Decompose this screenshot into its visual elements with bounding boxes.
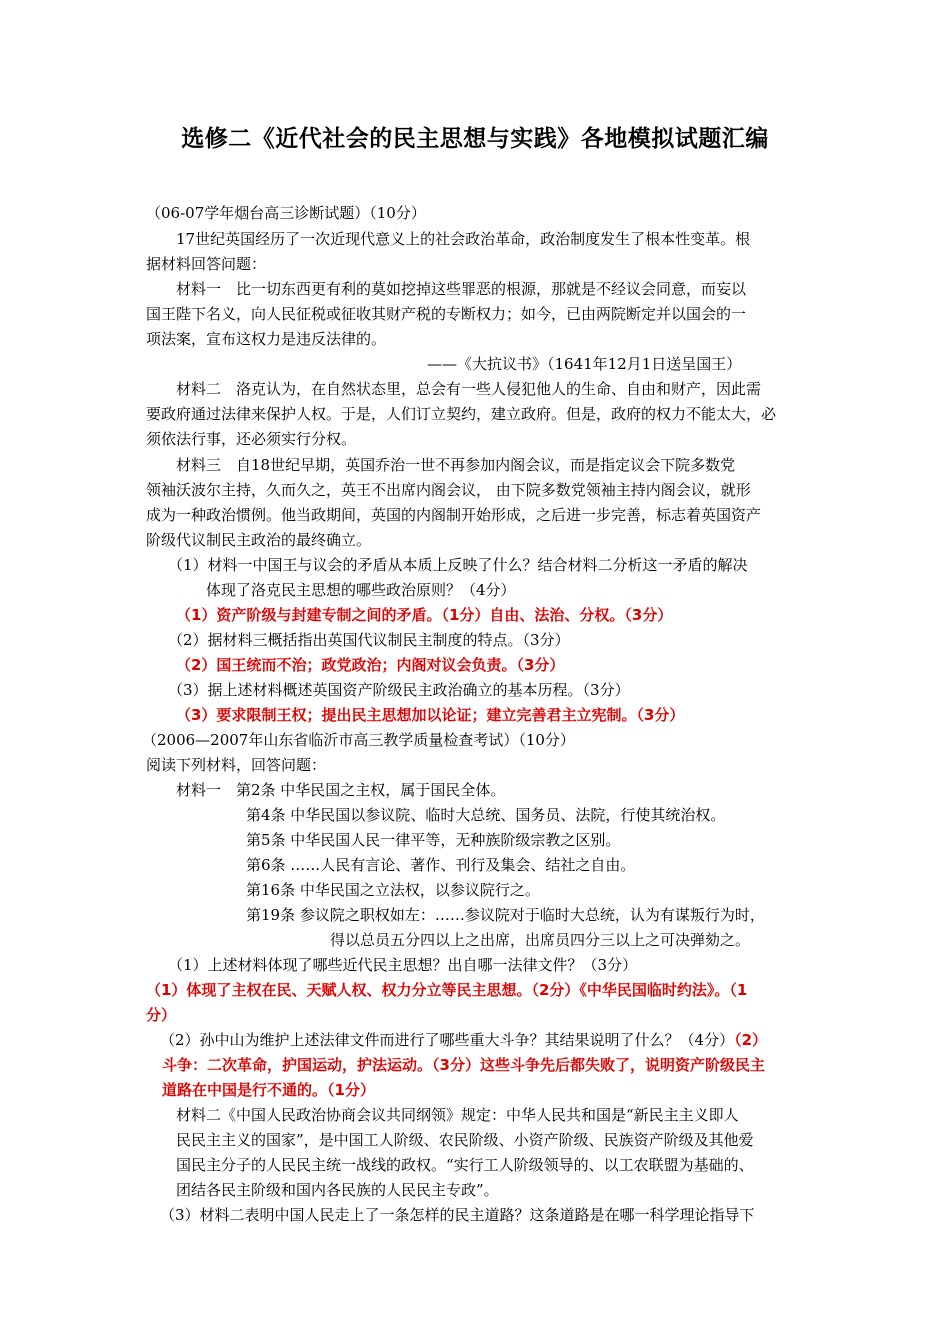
material2-line: 须依法行事，还必须实行分权。 xyxy=(146,430,357,448)
material1-line: 国王陛下名义，向人民征税或征收其财产税的专断权力；如今，已由两院断定并以国会的一 xyxy=(146,305,747,323)
article-line: 第2条 中华民国之主权，属于国民全体。 xyxy=(236,781,506,799)
answer-3: （3）要求限制王权；提出民主思想加以论证；建立完善君主立宪制。（3分） xyxy=(176,706,685,724)
material2-line: 材料二 洛克认为，在自然状态里，总会有一些人侵犯他人的生命、自由和财产，因此需 xyxy=(176,380,762,398)
article-line-cont: 得以总员五分四以上之出席，出席员四分三以上之可决弹劾之。 xyxy=(330,931,751,949)
question-1: （1）材料一中国王与议会的矛盾从本质上反映了什么？结合材料二分析这一矛盾的解决 xyxy=(168,556,748,574)
answer-2-label: （2） xyxy=(734,1031,768,1049)
answer-1: （1）体现了主权在民、天赋人权、权力分立等民主思想。（2分）《中华民国临时约法》。（1 xyxy=(146,981,748,999)
article-line: 第19条 参议院之职权如左：……参议院对于临时大总统，认为有谋叛行为时， xyxy=(246,906,765,924)
material2-line: 团结各民主阶级和国内各民族的人民民主专政”。 xyxy=(176,1181,499,1199)
material2-line: 材料二《中国人民政治协商会议共同纲领》规定：中华人民共和国是“新民主主义即人 xyxy=(176,1106,739,1124)
section1-header: （06-07学年烟台高三诊断试题）（10分） xyxy=(146,204,426,222)
answer-1: （1）资产阶级与封建专制之间的矛盾。（1分）自由、法治、分权。（3分） xyxy=(176,606,673,624)
material1-label: 材料一 xyxy=(176,781,222,799)
material3-line: 材料三 自18世纪早期，英国乔治一世不再参加内阁会议，而是指定议会下院多数党 xyxy=(176,456,736,474)
material1-line: 项法案，宣布这权力是违反法律的。 xyxy=(146,330,387,348)
material3-line: 阶级代议制民主政治的最终确立。 xyxy=(146,531,372,549)
question-3: （3）材料二表明中国人民走上了一条怎样的民主道路？这条道路是在哪一科学理论指导下 xyxy=(160,1206,755,1224)
article-line: 第5条 中华民国人民一律平等，无种族阶级宗教之区别。 xyxy=(246,831,621,849)
material2-line: 民民主主义的国家”，是中国工人阶级、农民阶级、小资产阶级、民族资产阶级及其他爱 xyxy=(176,1131,754,1149)
material2-line: 国民主分子的人民民主统一战线的政权。“实行工人阶级领导的、以工农联盟为基础的、 xyxy=(176,1156,754,1174)
question-2: （2）据材料三概括指出英国代议制民主制度的特点。（3分） xyxy=(168,631,570,649)
material1-source: ——《大抗议书》（1641年12月1日送呈国王） xyxy=(427,355,742,373)
question-2-text: （2）孙中山为维护上述法律文件而进行了哪些重大斗争？其结果说明了什么？（4分） xyxy=(160,1031,735,1049)
question-3: （3）据上述材料概述英国资产阶级民主政治确立的基本历程。（3分） xyxy=(168,681,630,699)
article-line: 第6条 ……人民有言论、著作、刊行及集会、结社之自由。 xyxy=(246,856,636,874)
section2-intro: 阅读下列材料，回答问题： xyxy=(146,756,327,774)
article-line: 第4条 中华民国以参议院、临时大总统、国务员、法院，行使其统治权。 xyxy=(246,806,726,824)
section1-intro-line: 据材料回答问题： xyxy=(146,255,267,273)
section1-intro-line: 17世纪英国经历了一次近现代意义上的社会政治革命，政治制度发生了根本性变革。根 xyxy=(176,230,751,248)
material1-line: 材料一 比一切东西更有利的莫如挖掉这些罪恶的根源，那就是不经议会同意，而妄以 xyxy=(176,280,747,298)
question-1: （1）上述材料体现了哪些近代民主思想？出自哪一法律文件？（3分） xyxy=(168,956,638,974)
answer-1-cont: 分） xyxy=(146,1006,177,1024)
answer-2: 斗争：二次革命，护国运动，护法运动。（3分）这些斗争先后都失败了，说明资产阶级民主 xyxy=(162,1056,765,1074)
answer-2-cont: 道路在中国是行不通的。（1分） xyxy=(162,1081,375,1099)
article-line: 第16条 中华民国之立法权，以参议院行之。 xyxy=(246,881,540,899)
section2-header: （2006—2007年山东省临沂市高三教学质量检查考试）（10分） xyxy=(142,731,575,749)
material2-line: 要政府通过法律来保护人权。于是，人们订立契约，建立政府。但是，政府的权力不能太大，必 xyxy=(146,405,777,423)
material3-line: 成为一种政治惯例。他当政期间，英国的内阁制开始形成，之后进一步完善，标志着英国资产 xyxy=(146,506,762,524)
question-1-cont: 体现了洛克民主思想的哪些政治原则？（4分） xyxy=(206,581,516,599)
question-2 xyxy=(160,1030,767,1050)
answer-2: （2）国王统而不治；政党政治；内阁对议会负责。（3分） xyxy=(176,656,565,674)
page-title: 选修二《近代社会的民主思想与实践》各地模拟试题汇编 xyxy=(181,126,769,152)
material3-line: 领袖沃波尔主持，久而久之，英王不出席内阁会议， 由下院多数党领袖主持内阁会议，就形 xyxy=(146,481,751,499)
